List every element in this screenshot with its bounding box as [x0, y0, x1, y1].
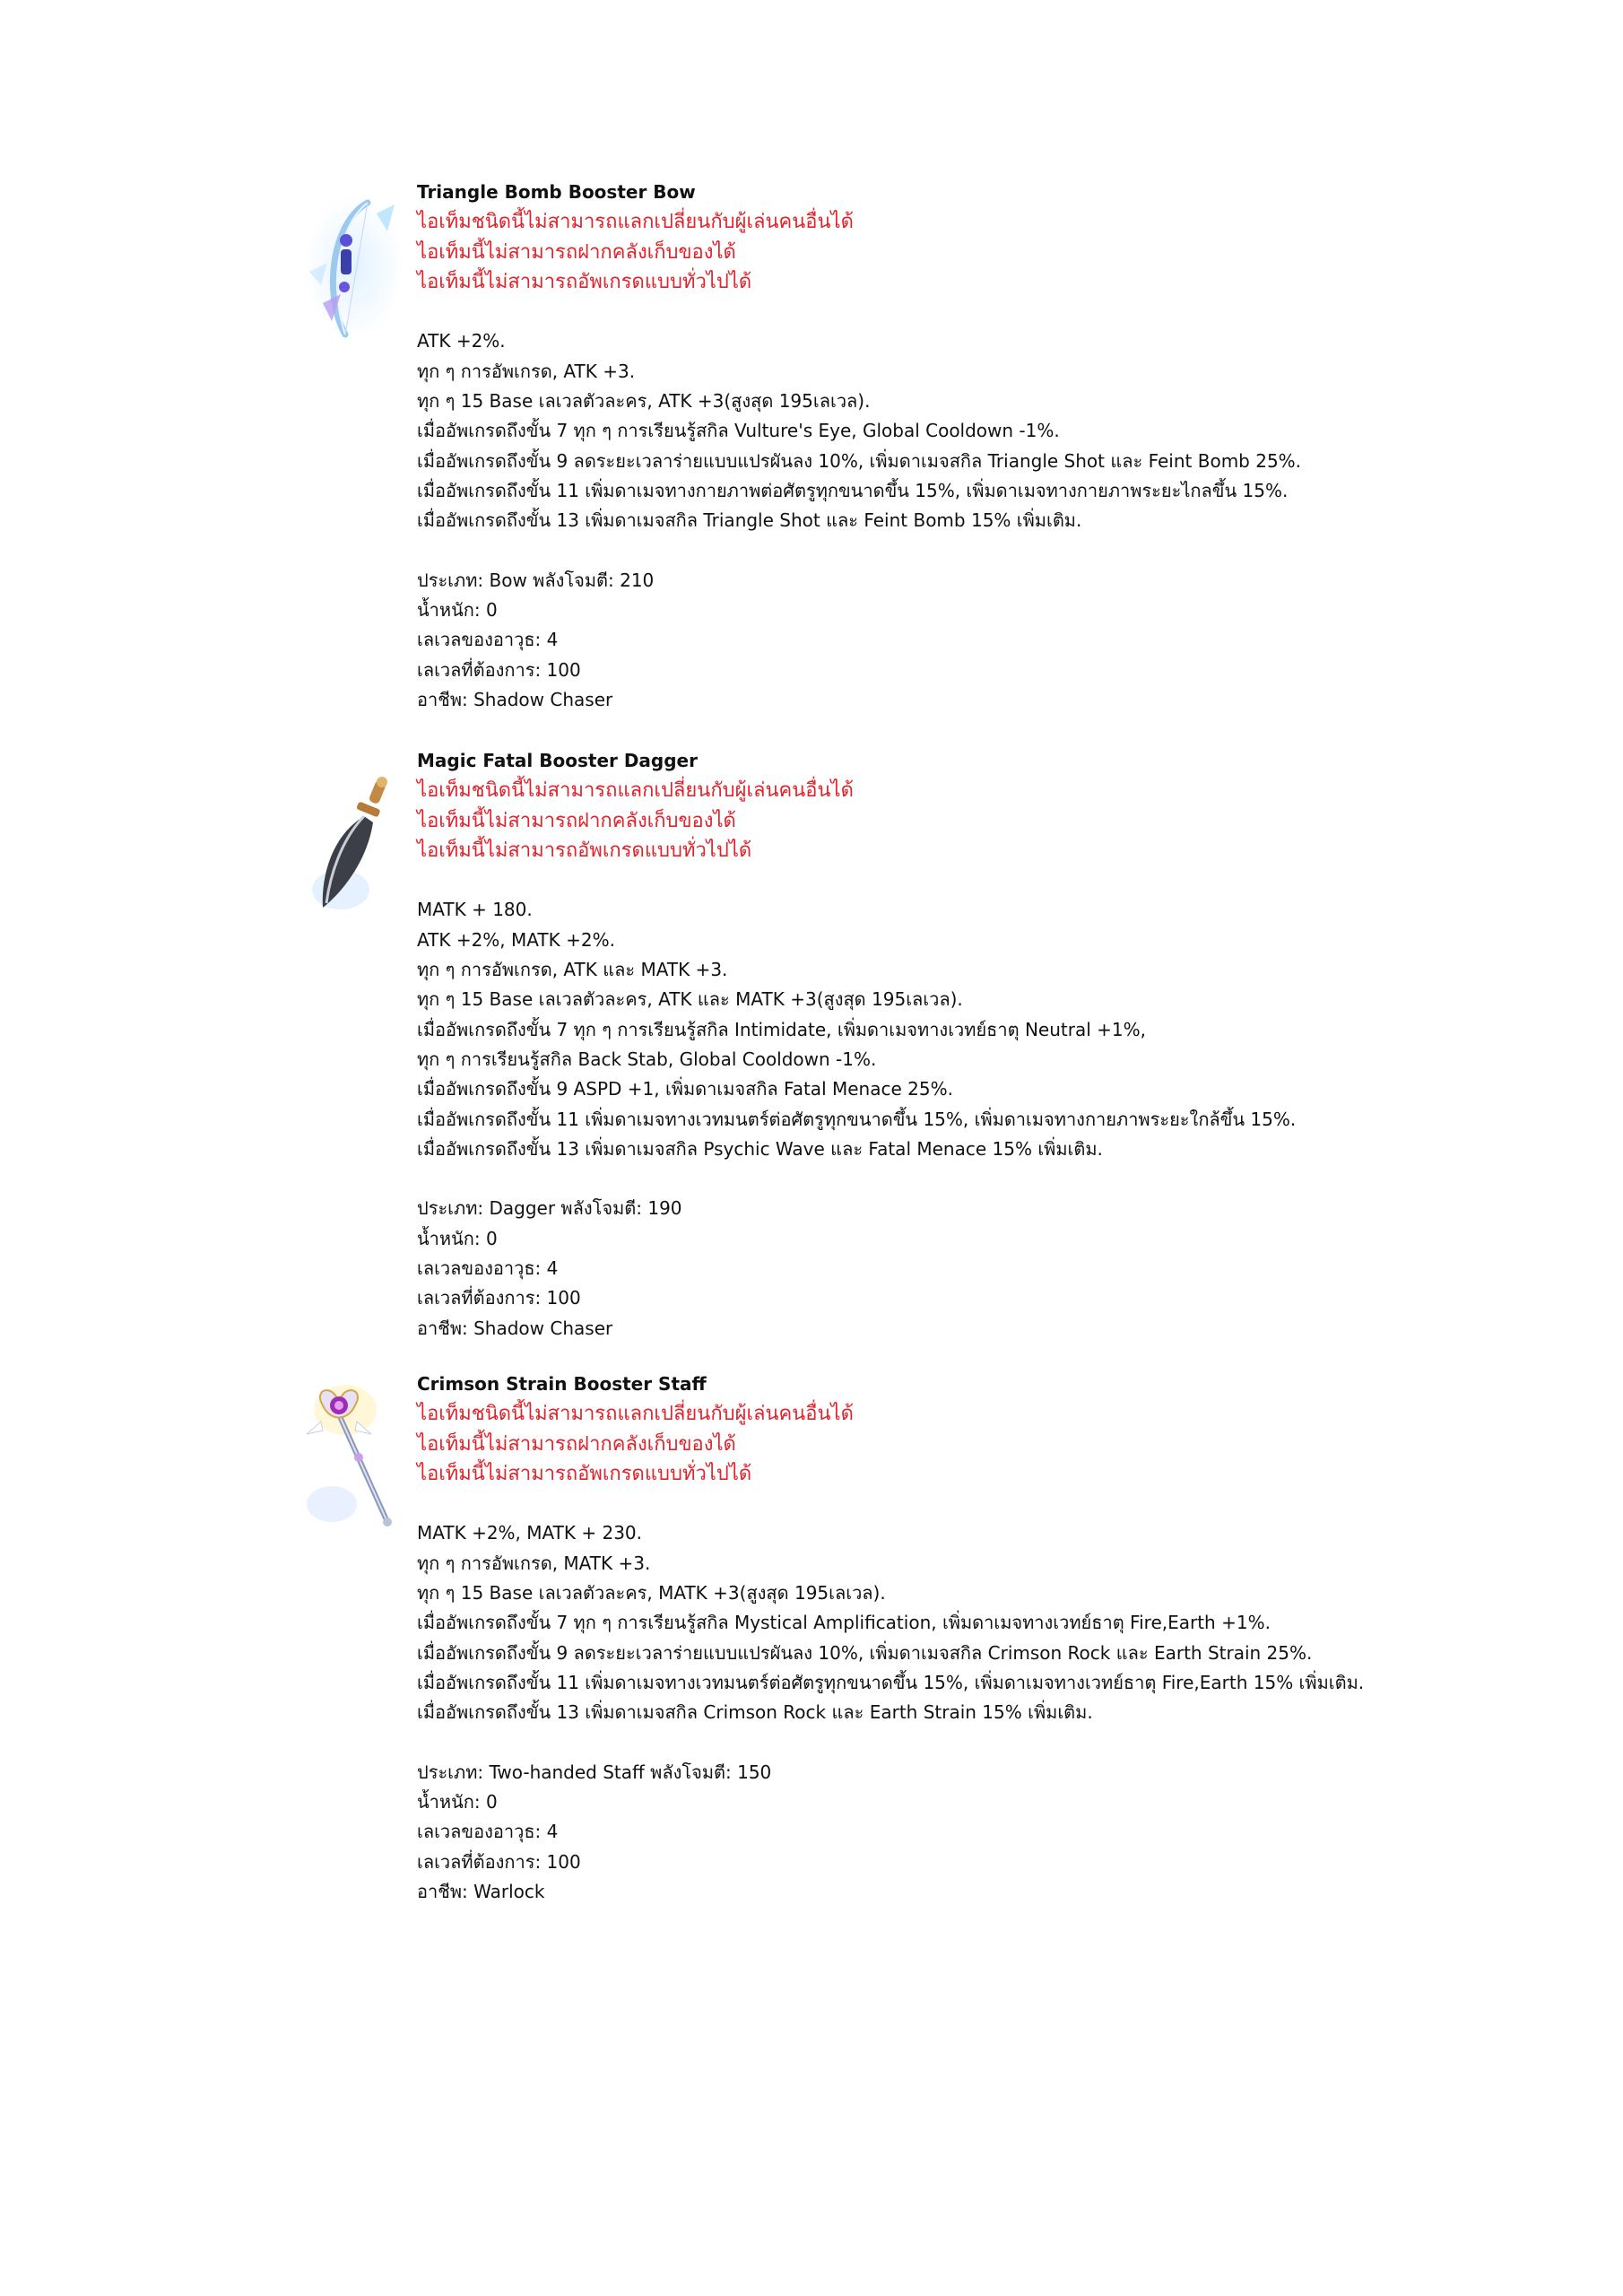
stat-required-level	[417, 1283, 1538, 1313]
job-label: อาชีพ:	[417, 1317, 468, 1339]
job-label: อาชีพ:	[417, 1881, 468, 1903]
weight-label: น้ำหนัก:	[417, 1227, 481, 1249]
warning-no-storage: ไอเท็มนี้ไม่สามารถฝากคลังเก็บของได้	[417, 809, 736, 832]
spacer	[417, 865, 1538, 895]
effect-line: ATK +2%, MATK +2%.	[417, 928, 615, 951]
spacer	[417, 1164, 1538, 1194]
effect-line: เมื่ออัพเกรดถึงขั้น 7 ทุก ๆ การเรียนรู้สกิล Vulture's Eye, Global Cooldown -1%.	[417, 420, 1060, 442]
effect-line: เมื่ออัพเกรดถึงขั้น 9 ลดระยะเวลาร่ายแบบแปรผันลง 10%, เพิ่มดาเมจสกิล Triangle Shot และ Feint Bomb 25%.	[417, 449, 1302, 472]
type-value: Dagger	[489, 1197, 556, 1220]
item-title: Magic Fatal Booster Dagger	[417, 750, 698, 771]
stat-required-level	[417, 1848, 1538, 1877]
required-level-label: เลเวลที่ต้องการ:	[417, 1287, 542, 1309]
power-label: พลังโจมตี:	[560, 1197, 642, 1220]
effect-line: เมื่ออัพเกรดถึงขั้น 11 เพิ่มดาเมจทางเวทมนตร์ต่อศัตรูทุกขนาดขึ้น 15%, เพิ่มดาเมจทางเวทย์ธาตุ Fire,Earth 15% เพิ่มเติม.	[417, 1671, 1365, 1693]
effect-line: เมื่ออัพเกรดถึงขั้น 13 เพิ่มดาเมจสกิล Crimson Rock และ Earth Strain 15% เพิ่มเติม.	[417, 1701, 1093, 1724]
stat-required-level	[417, 656, 1538, 685]
power-label: พลังโจมตี:	[650, 1761, 732, 1783]
required-level-value: 100	[546, 1850, 581, 1873]
item-entry-staff	[417, 1370, 1538, 1907]
effect-line: เมื่ออัพเกรดถึงขั้น 7 ทุก ๆ การเรียนรู้สกิล Intimidate, เพิ่มดาเมจทางเวทย์ธาตุ Neutral +1%,	[417, 1018, 1146, 1040]
power-value: 190	[647, 1197, 682, 1220]
effect-line: เมื่ออัพเกรดถึงขั้น 9 ลดระยะเวลาร่ายแบบแปรผันลง 10%, เพิ่มดาเมจสกิล Crimson Rock และ Earth Strain 25%.	[417, 1641, 1313, 1664]
spacer	[417, 297, 1538, 326]
type-label: ประเภท:	[417, 1197, 484, 1220]
weight-value: 0	[485, 1791, 498, 1813]
staff-icon	[305, 1378, 408, 1535]
job-value: Warlock	[473, 1881, 545, 1903]
spacer	[417, 1728, 1538, 1758]
stat-type-power	[417, 1758, 1538, 1787]
weight-value: 0	[485, 1227, 498, 1249]
stat-type-power	[417, 1194, 1538, 1223]
stat-weapon-level	[417, 1254, 1538, 1283]
stat-weight	[417, 1224, 1538, 1254]
stat-weight	[417, 1787, 1538, 1817]
stat-type-power	[417, 566, 1538, 596]
stat-job	[417, 1314, 1538, 1344]
type-label: ประเภท:	[417, 1761, 484, 1783]
type-label: ประเภท:	[417, 569, 484, 591]
required-level-label: เลเวลที่ต้องการ:	[417, 1850, 542, 1873]
effect-line: เมื่ออัพเกรดถึงขั้น 9 ASPD +1, เพิ่มดาเมจสกิล Fatal Menace 25%.	[417, 1078, 953, 1100]
weapon-level-label: เลเวลของอาวุธ:	[417, 1257, 542, 1280]
job-label: อาชีพ:	[417, 689, 468, 711]
effect-line: เมื่ออัพเกรดถึงขั้น 13 เพิ่มดาเมจสกิล Psychic Wave และ Fatal Menace 15% เพิ่มเติม.	[417, 1137, 1103, 1160]
item-entry-dagger	[417, 746, 1538, 1344]
effect-line: ทุก ๆ การอัพเกรด, MATK +3.	[417, 1552, 651, 1574]
bow-icon	[305, 187, 408, 344]
power-value: 150	[737, 1761, 772, 1783]
item-title: Crimson Strain Booster Staff	[417, 1373, 707, 1395]
spacer	[417, 536, 1538, 566]
type-value: Two-handed Staff	[489, 1761, 645, 1783]
effect-line: ทุก ๆ 15 Base เลเวลตัวละคร, MATK +3(สูงสุด 195เลเวล).	[417, 1582, 886, 1605]
effect-line: เมื่ออัพเกรดถึงขั้น 11 เพิ่มดาเมจทางกายภาพต่อศัตรูทุกขนาดขึ้น 15%, เพิ่มดาเมจทางกายภาพระยะไกลขึ้น 15%.	[417, 479, 1289, 501]
weapon-level-label: เลเวลของอาวุธ:	[417, 1821, 542, 1843]
weapon-level-label: เลเวลของอาวุธ:	[417, 629, 542, 651]
warning-untradeable: ไอเท็มชนิดนี้ไม่สามารถแลกเปลี่ยนกับผู้เล่นคนอื่นได้	[417, 1403, 854, 1426]
effect-line: ทุก ๆ การอัพเกรด, ATK และ MATK +3.	[417, 959, 728, 981]
stat-weapon-level	[417, 1817, 1538, 1847]
warning-untradeable: ไอเท็มชนิดนี้ไม่สามารถแลกเปลี่ยนกับผู้เล่นคนอื่นได้	[417, 211, 854, 234]
job-value: Shadow Chaser	[473, 689, 613, 711]
job-value: Shadow Chaser	[473, 1317, 613, 1339]
item-title: Triangle Bomb Booster Bow	[417, 181, 696, 203]
effect-line: เมื่ออัพเกรดถึงขั้น 7 ทุก ๆ การเรียนรู้สกิล Mystical Amplification, เพิ่มดาเมจทางเวทย์ธาตุ Fire,Earth +1%.	[417, 1612, 1271, 1634]
type-value: Bow	[489, 569, 527, 591]
dagger-icon	[305, 773, 408, 930]
effect-line: MATK +2%, MATK + 230.	[417, 1522, 642, 1544]
effect-line: MATK + 180.	[417, 899, 533, 921]
weapon-level-value: 4	[546, 1257, 559, 1280]
stat-job	[417, 1877, 1538, 1907]
stat-weapon-level	[417, 625, 1538, 655]
required-level-value: 100	[546, 1287, 581, 1309]
warning-no-upgrade: ไอเท็มนี้ไม่สามารถอัพเกรดแบบทั่วไปได้	[417, 839, 752, 862]
warning-no-storage: ไอเท็มนี้ไม่สามารถฝากคลังเก็บของได้	[417, 240, 736, 264]
effect-line: ทุก ๆ 15 Base เลเวลตัวละคร, ATK +3(สูงสุด 195เลเวล).	[417, 390, 871, 413]
weight-label: น้ำหนัก:	[417, 1791, 481, 1813]
effect-line: ATK +2%.	[417, 330, 506, 352]
weapon-level-value: 4	[546, 629, 559, 651]
weight-value: 0	[485, 599, 498, 622]
warning-no-storage: ไอเท็มนี้ไม่สามารถฝากคลังเก็บของได้	[417, 1432, 736, 1456]
effect-line: เมื่ออัพเกรดถึงขั้น 13 เพิ่มดาเมจสกิล Triangle Shot และ Feint Bomb 15% เพิ่มเติม.	[417, 509, 1082, 532]
item-entry-bow	[417, 178, 1538, 715]
stat-weight	[417, 596, 1538, 625]
effect-line: เมื่ออัพเกรดถึงขั้น 11 เพิ่มดาเมจทางเวทมนตร์ต่อศัตรูทุกขนาดขึ้น 15%, เพิ่มดาเมจทางกายภาพระยะใกล้ขึ้น 15%.	[417, 1108, 1297, 1130]
power-value: 210	[620, 569, 655, 591]
effect-line: ทุก ๆ 15 Base เลเวลตัวละคร, ATK และ MATK +3(สูงสุด 195เลเวล).	[417, 988, 963, 1011]
weight-label: น้ำหนัก:	[417, 599, 481, 622]
required-level-label: เลเวลที่ต้องการ:	[417, 658, 542, 681]
required-level-value: 100	[546, 658, 581, 681]
warning-untradeable: ไอเท็มชนิดนี้ไม่สามารถแลกเปลี่ยนกับผู้เล่นคนอื่นได้	[417, 779, 854, 803]
weapon-level-value: 4	[546, 1821, 559, 1843]
effect-line: ทุก ๆ การเรียนรู้สกิล Back Stab, Global Cooldown -1%.	[417, 1048, 877, 1070]
effect-line: ทุก ๆ การอัพเกรด, ATK +3.	[417, 360, 636, 382]
warning-no-upgrade: ไอเท็มนี้ไม่สามารถอัพเกรดแบบทั่วไปได้	[417, 1462, 752, 1485]
warning-no-upgrade: ไอเท็มนี้ไม่สามารถอัพเกรดแบบทั่วไปได้	[417, 270, 752, 293]
spacer	[417, 1489, 1538, 1518]
power-label: พลังโจมตี:	[533, 569, 614, 591]
stat-job	[417, 685, 1538, 715]
